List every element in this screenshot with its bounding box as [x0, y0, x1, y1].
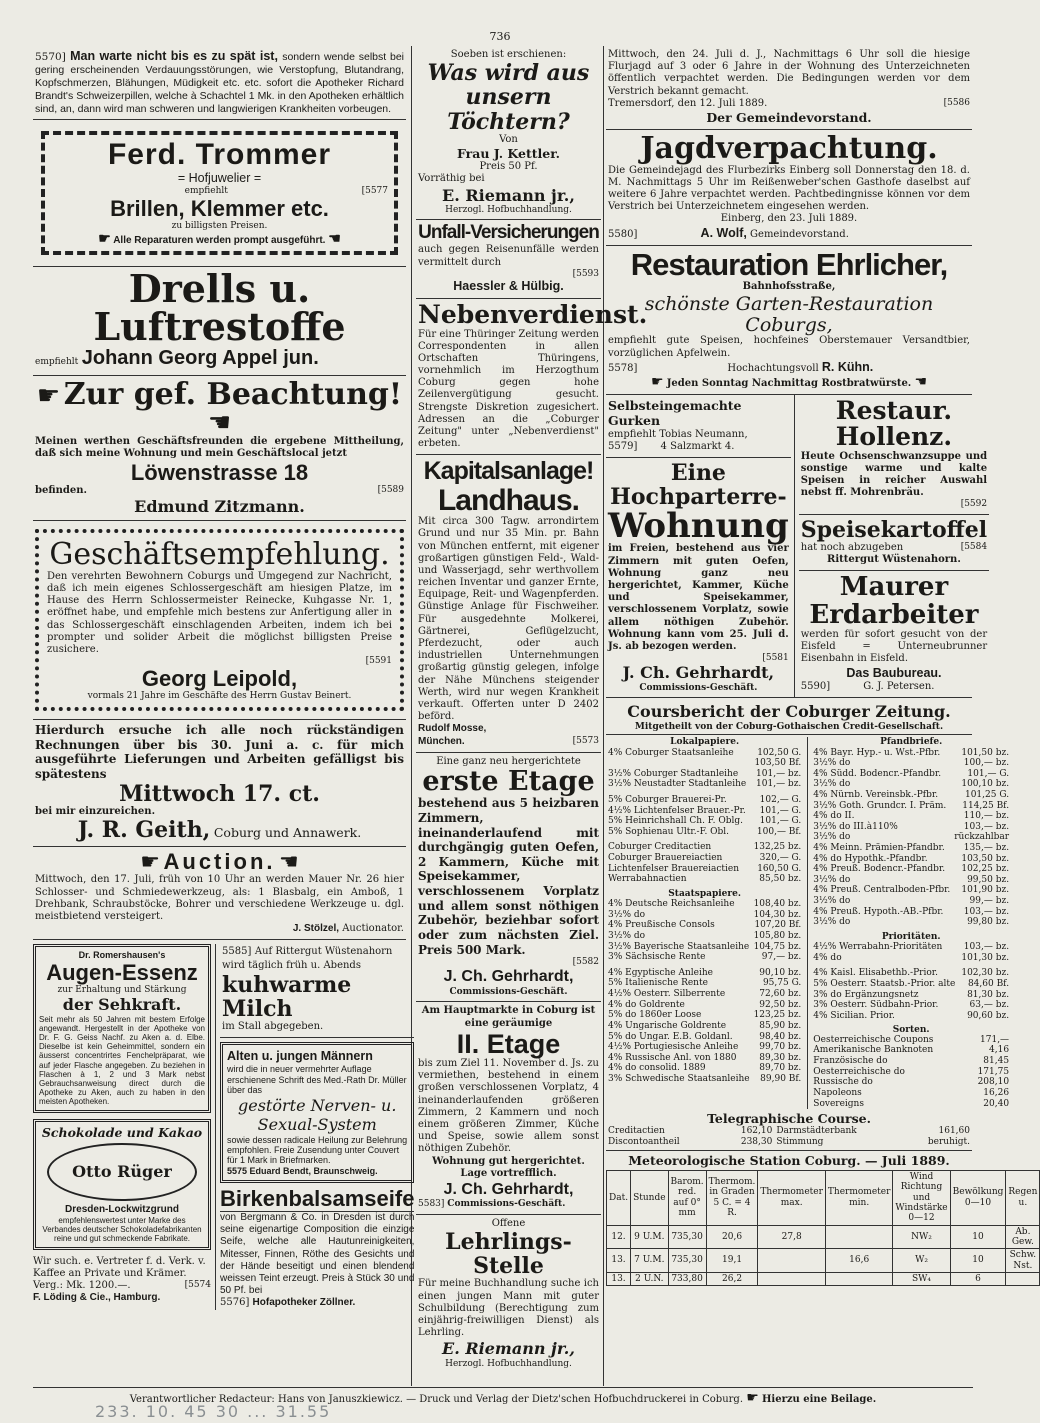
table-row [811, 979, 1011, 990]
table-cell: Schw. Nst. [1006, 1249, 1040, 1273]
ad-brandt-pills: 5570] Man warte nicht bis es zu spät ist, sondern wende selbst bei gering erscheinenden Verdauungsstörungen, wie Verstopfung, Blutandrang, Kopfschmerzen, Blähungen, Müdigkeit etc. etc. sofort die Apotheker Richard Brandt's Schweizerpillen, welche à Schachtel 1 Mk. in den Apotheken erhältlich sind, an, dann wird man schweren und langwierigen Krankheiten vorbeugen. [33, 46, 406, 120]
table-cell: rückzahlbar [954, 832, 1010, 843]
ad-gurken: Selbsteingemachte Gurken empfiehlt Tobias Neumann, 5579] 4 Salzmarkt 4. [606, 395, 791, 458]
table-cell: 81,45 [983, 1056, 1010, 1067]
table-header: Regen u. [1006, 1170, 1040, 1225]
table-row [606, 806, 803, 817]
table-row [606, 816, 803, 827]
ad-bendt: Alten u. jungen Männern wird die in neuer vermehrter Auflage erschienene Schrift des Med.-Rath Dr. Müller über das gestörte Nerven- u. Sexual-System sowie dessen radicale Heilung zur Belehrung empfohlen. Freie Zusendung unter Couvert für 1 Mark in Briefmarken. 5575 Eduard Bendt, Braunschweig. [220, 1042, 414, 1183]
pointing-hand-icon: ☛ [98, 230, 111, 247]
table-cell: 4% do Hypothk.-Pfandbr. [813, 853, 928, 864]
table-cell: 101,90 bz. [961, 885, 1010, 896]
table-cell: 123,25 bz. [753, 1010, 802, 1021]
table-cell: 4% Preuß. Hypoth.-AB.-Pfbr. [813, 906, 944, 917]
table-cell: 4½% Werrabahn-Prioritäten [813, 942, 943, 953]
table-row [606, 978, 803, 989]
table-cell: 171,75 [977, 1066, 1010, 1077]
table-row [606, 1042, 803, 1053]
table-cell: 99,80 bz. [967, 917, 1010, 928]
table-row [606, 853, 803, 864]
table-cell: Französische do [813, 1056, 888, 1067]
table-cell: 2 U.N. [631, 1272, 668, 1285]
table-cell: 102,50 G. [757, 747, 802, 758]
pointing-hand-icon: ☚ [279, 850, 299, 876]
table-cell: 101,— bz. [756, 768, 802, 779]
table-cell: 4% Bayr. Hyp.- u. Wst.-Pfbr. [813, 747, 941, 758]
table-cell: 5% Italienische Rente [608, 978, 708, 989]
table-row [811, 875, 1011, 886]
table-cell: 101,50 bz. [961, 747, 1010, 758]
table-cell: Oesterreichische do [813, 1066, 905, 1077]
table-cell: 19,1 [706, 1249, 758, 1273]
ad-erste-etage: Eine ganz neu hergerichtete erste Etage bestehend aus 5 heizbaren Zimmern, ineinanderlaufend mit durchgängig guten Oefen, 2 Kammern, Küche mit Speisekammer, verschlossenem Vorplatz und allem sonst nöthigen Zubehör, beziehbar sofort oder zum nächsten Ziel. Preis 500 Mark. [5582 J. Ch. Gehrhardt, Commissions-Geschäft. [416, 753, 601, 1003]
table-header: Dat. [607, 1170, 631, 1225]
table-cell: 100,— Bf. [756, 826, 802, 837]
table-cell: 26,2 [706, 1272, 758, 1285]
table-cell: 161,60 [938, 1126, 970, 1137]
table-row [606, 795, 803, 806]
table-cell: 99,— bz. [969, 896, 1010, 907]
table-row [811, 1056, 1011, 1067]
ad-nebenverdienst: Nebenverdienst. Für eine Thüringer Zeitung werden Correspondenten in allen Ortschaften Thüringens, vornehmlich im Herzogthum Coburg gegen hohe Zeilenvergütigung gesucht. Strengste Diskretion zugesichert. Adressen an die „Coburger Zeitung" unter „Nebenverdienst" erbeten. [416, 299, 601, 455]
table-cell: W₂ [893, 1249, 950, 1273]
ad-loeding: Wir such. e. Vertreter f. d. Verk. v. Kaffee an Private und Krämer. Verg.: Mk. 1200.—. [5574 F. Löding & Cie., Hamburg. [33, 1255, 211, 1304]
table-cell: 92,50 bz. [759, 999, 802, 1010]
table-row [811, 854, 1011, 865]
table-row [606, 864, 803, 875]
table-cell: 6 [950, 1272, 1006, 1285]
table-cell: 735,30 [668, 1225, 706, 1249]
table-cell: 3½% Coburger Stadtanleihe [608, 768, 739, 779]
table-cell: 104,30 bz. [753, 909, 802, 920]
pointing-hand-icon: ☚ [207, 408, 232, 439]
table-cell: 4% Coburger Staatsanleihe [608, 747, 734, 758]
table-cell: 5% Oesterr. Staatsb.-Prior. alte [813, 979, 956, 990]
table-row [811, 885, 1011, 896]
table-cell: 3½% Bayerische Staatsanleihe [608, 941, 750, 952]
table-cell: 103,— bz. [963, 942, 1010, 953]
table-row [606, 1074, 803, 1085]
table-cell: 135,— bz. [963, 843, 1010, 854]
table-cell: 95,75 G. [762, 978, 802, 989]
ad-headline: Man warte nicht bis es zu spät ist, [70, 49, 278, 63]
table-telegraphisch [606, 1126, 972, 1147]
table-cell: 108,40 bz. [753, 899, 802, 910]
table-cell: 114,25 Bf. [962, 800, 1010, 811]
table-cell: 110,— bz. [963, 811, 1010, 822]
table-row [811, 990, 1011, 1001]
ad-milch: 5585] Auf Rittergut Wüstenahorn wird täglich früh u. Abends kuhwarme Milch im Stall abgegeben. [220, 944, 414, 1038]
table-row [606, 748, 803, 759]
table-row [606, 1000, 803, 1011]
table-cell [758, 1272, 826, 1285]
table-cell: 4½% Portugiesische Anleihe [608, 1042, 739, 1053]
table-header: Thermometer min. [825, 1170, 893, 1225]
table-cell: 101,— G. [759, 816, 802, 827]
table-cell: 104,75 bz. [753, 941, 802, 952]
table-cell: 101,— bz. [756, 779, 802, 790]
table-cell: 101,25 G. [964, 789, 1010, 800]
table-cell: 89,70 bz. [759, 1063, 802, 1074]
table-cell: 3½% do III.à110% [813, 821, 898, 832]
table-cell: NW₂ [893, 1225, 950, 1249]
table-row [811, 1077, 1011, 1088]
ad-trommer: Ferd. Trommer = Hofjuwelier = empfiehlt [5577 Brillen, Klemmer etc. zu billigsten Preisen. ☛ Alle Reparaturen werden prompt ausgeführt. ☚ [33, 120, 406, 267]
table-cell: 3½% do [813, 832, 851, 843]
table-header: Thermometer max. [758, 1170, 826, 1225]
table-row [811, 832, 1011, 843]
ad-flurjagd: Mittwoch, den 24. Juli d. J., Nachmittags 6 Uhr soll die hiesige Flurjagd auf 3 oder 6 Jahre in der Wohnung des Unterzeichneten öffentlich verpachtet werden. Die Bedingungen werden vor dem Verstrich bekannt gemacht. Tremersdorf, den 12. Juli 1889. [5586 Der Gemeindevorstand. [606, 46, 972, 130]
ad-hollenz: Restaur. Hollenz. Heute Ochsenschwanzsuppe und sonstige warme und kalte Speisen in reicher Auswahl nebst ff. Mohrenbräu. [5592 [799, 395, 989, 515]
table-row [606, 779, 803, 790]
table-cell: 5% do 1860er Loose [608, 1010, 702, 1021]
table-cell: 27,8 [758, 1225, 826, 1249]
ad-kettler: Soeben ist erschienen: Was wird aus unsern Töchtern? Von Frau J. Kettler. Preis 50 Pf. Vorräthig bei E. Riemann jr., Herzogl. Hofbuchhandlung. [416, 46, 601, 220]
table-cell: Creditactien [608, 1126, 665, 1137]
ad-leipold: Geschäftsempfehlung. Den verehrten Bewohnern Coburgs und Umgegend zur Nachricht, daß ich mein eigenes Schlossergeschäft am hiesigen Platze, im Hause des Herrn Schlossermeister Reinecke, Kuhgasse Nr. 1, eröffnet habe, und empfehle mich bestens zur Anfertigung aller in das Schlossergeschäft einschlagenden Arbeiten, indem ich bei prompter und solider Arbeit die möglichst billigsten Preise zusichere. [5591 Georg Leipold, vormals 21 Jahre im Geschäfte des Herrn Gustav Beinert. [33, 521, 406, 720]
kettler-title: Was wird aus unsern Töchtern? [427, 60, 590, 135]
table-cell [825, 1225, 893, 1249]
table-row [811, 917, 1011, 928]
table-row [606, 842, 803, 853]
table-cell: 90,60 bz. [967, 1010, 1010, 1021]
trommer-name: Ferd. Trommer [107, 138, 332, 172]
ad-lehrling: Offene Lehrlings-Stelle Für meine Buchhandlung suche ich einen jungen Mann mit guter Schulbildung (Berechtigung zum einjährig-freiwilligen Dienst) als Lehrling. E. Riemann jr., Herzogl. Hofbuchhandlung. [418, 1217, 599, 1369]
table-row [811, 1000, 1011, 1011]
table-row [606, 910, 803, 921]
column-1 [33, 46, 415, 1391]
table-cell: Coburger Brauereiactien [608, 853, 723, 864]
table-cell [825, 1272, 893, 1285]
zitzmann-address: Löwenstrasse 18 [130, 459, 309, 485]
table-cell: Napoleons [813, 1087, 862, 1098]
table-cell: 132,25 bz. [753, 842, 802, 853]
table-prioritaeten [811, 942, 1011, 1021]
page-number: 736 [489, 30, 511, 43]
table-row [811, 758, 1011, 769]
table-row [606, 920, 803, 931]
table-cell: 4% Südd. Bodencr.-Pfandbr. [813, 768, 942, 779]
table-cell: 4½% Oesterr. Silberrente [608, 989, 726, 1000]
table-cell: SW₄ [893, 1272, 950, 1285]
table-row [811, 864, 1011, 875]
table-cell: 4% do consolid. 1889 [608, 1063, 706, 1074]
table-cell: 101,30 bz. [961, 952, 1010, 963]
table-cell: beruhigt. [927, 1136, 970, 1147]
table-cell: 99,50 bz. [967, 874, 1010, 885]
table-cell: 103,— bz. [963, 906, 1010, 917]
table-cell: 103,— bz. [963, 821, 1010, 832]
table-cell: 102,30 bz. [961, 968, 1010, 979]
pointing-hand-icon: ☛ [36, 380, 61, 411]
table-cell: 4% do [813, 952, 842, 963]
table-cell: 3% Sächsische Rente [608, 952, 706, 963]
table-cell: 20,6 [706, 1225, 758, 1249]
table-row [811, 843, 1011, 854]
table-row [606, 952, 803, 963]
table-row [606, 1063, 803, 1074]
table-cell: 101,— G. [967, 768, 1010, 779]
ad-rueger: Schokolade und Kakao Otto Rüger Dresden-Lockwitzgrund empfehlenswertest unter Marke des Verbandes deutscher Schokoladefabrikanten reine und gut schmeckende Fabrikate. [33, 1119, 211, 1250]
table-row [606, 1010, 803, 1021]
table-cell: 3½% do [813, 758, 851, 769]
table-cell: 3½% do [813, 874, 851, 885]
ad-auction: ☛ Auction. ☚ Mittwoch, den 17. Juli, früh von 10 Uhr an werden Mauer Nr. 26 hier Schlosser- und Schmiedewerkzeug, als: 1 Blasbalg, ein Amboß, 1 Drehbank, Schraubstöcke, Bohrer und verschiedene Werkzeuge u. dgl. meistbietend versteigert. J. Stölzel, Auctionator. [33, 847, 406, 940]
ad-maurer: Maurer Erdarbeiter werden für sofort gesucht von der Eisfeld = Unterneubrunner Eisenbahn in Eisfeld. Das Baubureau. 5590] G. J. Petersen. [800, 572, 988, 692]
table-cell: 4% Kaisl. Elisabethb.-Prior. [813, 968, 938, 979]
pointing-hand-icon: ☛ [140, 850, 160, 876]
table-row [811, 953, 1011, 964]
table-cell: 16,6 [825, 1249, 893, 1273]
table-cell: 4% Russische Anl. von 1880 [608, 1052, 737, 1063]
table-cell: 162,10 [740, 1126, 773, 1137]
table-cell: Amerikanische Banknoten [813, 1045, 934, 1056]
table-cell: 4% do II. [813, 811, 855, 822]
table-row [811, 748, 1011, 759]
table-row [811, 1088, 1011, 1099]
table-cell: 171,— [980, 1034, 1010, 1045]
table-header: Barom. red. auf 0° mm [668, 1170, 706, 1225]
table-row [607, 1249, 1040, 1273]
table-cell: 735,30 [668, 1249, 706, 1273]
table-cell: Werrabahnactien [608, 874, 687, 885]
table-cell: Stimmung [776, 1136, 824, 1147]
table-cell: 98,40 bz. [759, 1031, 802, 1042]
table-cell: 107,20 Bf. [754, 920, 802, 931]
table-row [606, 1137, 972, 1148]
table-row [811, 896, 1011, 907]
table-cell: 89,30 bz. [759, 1052, 802, 1063]
table-cell: 5% Coburger Brauerei-Pr. [608, 794, 727, 805]
table-sorten [811, 1035, 1011, 1109]
table-row [606, 1021, 803, 1032]
table-cell: 3½% Goth. Grundcr. I. Präm. [813, 800, 947, 811]
table-row [606, 1126, 972, 1137]
table-cell: 103,50 Bf. [754, 758, 802, 769]
table-cell: 4% Sicilian. Prior. [813, 1010, 895, 1021]
pointing-hand-icon: ☛ [650, 374, 664, 391]
column-3 [606, 46, 1038, 1391]
table-cell: 9 U.M. [631, 1225, 668, 1249]
table-row [606, 968, 803, 979]
table-cell: 103,50 bz. [961, 853, 1010, 864]
table-cell: 20,40 [983, 1098, 1010, 1109]
column-rule [603, 46, 604, 1386]
table-cell: 733,80 [668, 1272, 706, 1285]
table-row [606, 989, 803, 1000]
table-cell: 3% do Ergänzungsnetz [813, 989, 919, 1000]
table-row [811, 942, 1011, 953]
rueger-logo: Otto Rüger [47, 1143, 197, 1201]
table-row [811, 769, 1011, 780]
table-cell: 13. [607, 1272, 631, 1285]
ad-zitzmann: ☛ Zur gef. Beachtung! ☚ Meinen werthen Geschäftsfreunden die ergebene Mittheilung, daß sich meine Wohnung und mein Geschäftslocal jetzt Löwenstrasse 18 befinden. [5589 Edmund Zitzmann. [33, 376, 406, 522]
table-row [606, 1032, 803, 1043]
appel-name: Johann Georg Appel jun. [81, 347, 319, 370]
table-row [606, 931, 803, 942]
table-header: Wind Richtung und Windstärke 0—12 [893, 1170, 950, 1225]
table-cell: 238,30 [740, 1136, 773, 1147]
table-row [811, 801, 1011, 812]
table-cell: Discontoantheil [608, 1136, 680, 1147]
table-cell: 5% Sophienau Ultr.-F. Obl. [608, 826, 730, 837]
table-row [606, 899, 803, 910]
table-cell: Russische do [813, 1077, 873, 1088]
table-row [811, 790, 1011, 801]
table-cell: 101,— G. [759, 805, 802, 816]
table-row [606, 769, 803, 780]
table-cell: 3½% do [608, 909, 646, 920]
table-cell: 72,60 bz. [759, 989, 802, 1000]
table-cell: Coburger Creditactien [608, 842, 712, 853]
table-cell: Oesterreichische Coupons [813, 1034, 934, 1045]
pencil-annotation: 233. 10. 45 30 ... 31.55 [95, 1402, 332, 1421]
table-row [811, 1045, 1011, 1056]
table-cell: 90,10 bz. [759, 967, 802, 978]
table-row [811, 1099, 1011, 1110]
table-cell: 4% Nürnb. Vereinsbk.-Pfbr. [813, 789, 939, 800]
table-row [811, 1067, 1011, 1078]
table-row [606, 827, 803, 838]
table-cell: Ab. Gew. [1006, 1225, 1040, 1249]
table-cell: 5% Heinrichshall Ch. F. Oblg. [608, 816, 744, 827]
table-cell: 320,— G. [759, 853, 802, 864]
ad-hochparterre: Eine Hochparterre- Wohnung im Freien, bestehend aus vier Zimmern mit guten Oefen, Wohnung ganz neu hergerichtet, Kammer, Küche und Speisekammer, verschlossenem Vorplatz, sowie allem nöthigen Zubehör. Wohnung kann vom 25. Juli d. Js. ab bezogen werden. [5581 J. Ch. Gehrhardt, Commissions-Geschäft. [608, 460, 789, 693]
table-cell: 4% Egyptische Anleihe [608, 967, 713, 978]
table-cell: 13. [607, 1249, 631, 1273]
table-cell: 4% Deutsche Reichsanleihe [608, 899, 735, 910]
table-cell: 3% Oesterr. Südbahn-Prior. [813, 1000, 939, 1011]
table-row [811, 1011, 1011, 1022]
table-row [811, 822, 1011, 833]
pointing-hand-icon: ☛ [746, 1390, 759, 1406]
ad-haessler: Unfall-Versicherungen auch gegen Reisenunfälle werden vermittelt durch [5593 Haessler & Hülbig. [416, 220, 601, 299]
trommer-goods: Brillen, Klemmer etc. [110, 195, 329, 221]
table-cell: 63,— bz. [969, 1000, 1010, 1011]
table-cell: 102,25 bz. [961, 864, 1010, 875]
table-cell: 12. [607, 1225, 631, 1249]
table-meteo [606, 1170, 1040, 1286]
table-cell: 4½% Lichtenfelser Brauer.-Pr. [608, 805, 746, 816]
table-row [606, 942, 803, 953]
table-cell: 4% Preußische Consols [608, 920, 715, 931]
table-cell: 4% do Goldrente [608, 999, 685, 1010]
ad-birkenbalsam: Birkenbalsamseife von Bergmann & Co. in Dresden ist durch seine eigenartige Composition die einzige Seife, welche alle Hautunreinigkeiten, Mitesser, Finnen, Röthe des Gesichts und der Hände beseitigt und einen blendend weissen Teint erzeugt. Preis à Stück 30 und 50 Pf. bei 5576] Hofapotheker Zöllner. [220, 1185, 415, 1309]
table-cell: 100,10 bz. [961, 779, 1010, 790]
table-cell: Sovereigns [813, 1098, 864, 1109]
ad-kapitalsanlage: Kapitalsanlage! Landhaus. Mit circa 300 Tagw. arrondirtem Grund und nur 35 Min. pr. Bahn von München entfernt, mit eigener großartigen günstigen Feld-, Wald- und Wasserjagd, sehr werthvollem reichen Inventar und ganzer Ernte, Equipage, Reit- und Wagenpferden. Günstige Anlage für Fischweiher. Für ausgedehnte Molkerei, Gärtnerei, Geflügelzucht, Pferdezucht, oder auch industriellen Unternehmungen großartig günstig gelegen, infolge der Nähe Münchens steigender Werth, wird nur wegen Krankheit verkauft. Offerten unter D 2402 beförd. Rudolf Mosse, München. [5573 [416, 455, 601, 752]
ad-geith: Hierdurch ersuche ich alle noch rückständigen Rechnungen über bis 30. Juni a. c. für mich ausgeführte Lieferungen und Arbeiten gefälligst bis spätestens Mittwoch 17. ct. bei mir einzureichen. J. R. Geith, Coburg und Annawerk. [33, 720, 406, 847]
table-cell [606, 758, 751, 769]
table-cell: 3½% do [813, 779, 851, 790]
table-cell: 16,26 [983, 1087, 1010, 1098]
table-row [606, 1053, 803, 1064]
appel-headline: Drells u. Luftrestoffe [93, 266, 346, 350]
table-lokalpapiere [606, 748, 803, 885]
table-header: Bewölkung 0—10 [950, 1170, 1006, 1225]
table-row [811, 1035, 1011, 1046]
ad-kartoffel: Speisekartoffel hat noch abzugeben [5584 Rittergut Wüstenahorn. [799, 515, 989, 572]
table-cell: 208,10 [977, 1077, 1010, 1088]
table-cell [1006, 1272, 1040, 1285]
table-cell: 3½% Neustadter Stadtanleihe [608, 779, 747, 790]
table-cell: Darmstädterbank [776, 1126, 857, 1137]
table-staatspapiere [606, 899, 803, 1084]
table-cell: 99,70 bz. [759, 1042, 802, 1053]
table-cell: 5% do Ungar. E.B. Goldanl. [608, 1031, 733, 1042]
ad-appel: Drells u. Luftrestoffe empfiehlt Johann Georg Appel jun. [33, 267, 406, 375]
table-cell: Lichtenfelser Brauereiactien [608, 863, 740, 874]
pointing-hand-icon: ☚ [914, 374, 928, 391]
table-cell: 3½% do [813, 896, 851, 907]
table-cell [758, 1249, 826, 1273]
ad-zweite-etage: Am Hauptmarkte in Coburg ist eine geräumige II. Etage bis zum Ziel 11. November d. Js. zu vermiethen, bestehend in einem großen verschlossenen Vorplatz, 4 ineinanderlaufenden größeren Zimmern, 2 Kammern und noch einem größeren Zimmer, Küche und Speise, sowie allem sonst nöthigen Zubehör. Wohnung gut hergerichtet. Lage vortrefflich. J. Ch. Gehrhardt, 5583] Commissions-Geschäft. [416, 1002, 601, 1214]
table-cell: 4% Preuß. Bodencr.-Pfandbr. [813, 864, 946, 875]
table-cell: 85,50 bz. [759, 874, 802, 885]
table-cell: 3½% do [608, 931, 646, 942]
table-row [606, 758, 803, 769]
table-cell: 4,16 [989, 1045, 1010, 1056]
table-row [811, 779, 1011, 790]
table-row [607, 1225, 1040, 1249]
table-cell: 10 [950, 1225, 1006, 1249]
table-pfandbriefe [811, 748, 1011, 928]
table-cell: 97,— bz. [761, 952, 802, 963]
table-row [607, 1272, 1040, 1285]
table-cell: 100,— bz. [963, 758, 1010, 769]
table-cell: 10 [950, 1249, 1006, 1273]
table-header: Stunde [631, 1170, 668, 1225]
leipold-headline: Geschäftsempfehlung. [49, 537, 390, 573]
course-report: Coursbericht der Coburger Zeitung. Mitgetheilt von der Coburg-Gothaischen Credit-Gesellschaft. Lokalpapiere. 4% Coburger Staatsanleihe 102,50 G. 103,50 Bf. 3½% Coburger Stadtanleihe 101,— bz. 3½% Neustadter Stadtanleihe 101,— bz. 5% Coburger Brauerei-Pr. 102,— G. 4½% Lichtenfelser Brauer.-Pr. 101,— G. 5% Heinrichshall Ch. F. Oblg. 101,— G. 5% Sophienau Ultr.-F. Obl. 100,— Bf. Coburger Creditactien 132,25 bz. Coburger Brauereiactien 320,— G. Lichtenfelser Brauereiactien 160,50 G. Werrabahnactien 85,50 bz. Staatspapiere. 4% Deutsche Reichsanleihe 108,40 bz. 3½% do 104,30 bz. 4% Preußische Consols 107,20 Bf. 3½% do 105,80 bz. 3½% Bayerische Staatsanleihe 104,75 bz. 3% Sächsische Rente 97,— bz. 4% Egyptische Anleihe 90,10 bz. 5% Italienische Rente 95,75 G. 4½% Oesterr. Silberrente 72,60 bz. 4% do Goldrente 92,50 bz. 5% do 1860er Loose 123,25 bz. 4% Ungarische Goldrente 85,90 bz. 5% do Ungar. E.B. Goldanl. 98,40 bz. 4½% Portugiesische Anleihe 99,70 bz. 4% Russische Anl. von 1880 89,30 bz. 4% do consolid. 1889 89,70 bz. 3% Schwedische Staatsanleihe 89,90 Bf. Pfandbriefe. 4% Bayr. Hyp.- u. Wst.-Pfbr. 101,50 bz. 3½% do 100,— bz. 4% Südd. Bodencr.-Pfandbr. 101,— G. 3½% do 100,10 bz. 4% Nürnb. Vereinsbk.-Pfbr. 101,25 G. 3½% Goth. Grundcr. I. Präm. 114,25 Bf. 4% do II. 110,— bz. 3½% do III.à110% 103,— bz. 3½% do rückzahlbar 4% Meinn. Prämien-Pfandbr. 135,— bz. 4% do Hypothk.-Pfandbr. 103,50 bz. 4% Preuß. Bodencr.-Pfandbr. 102,25 bz. 3½% do 99,50 bz. 4% Preuß. Centralboden-Pfbr. 101,90 bz. 3½% do 99,— bz. 4% Preuß. Hypoth.-AB.-Pfbr. 103,— bz. 3½% do 99,80 bz. Prioritäten. 4½% Werrabahn-Prioritäten 103,— bz. 4% do 101,30 bz. 4% Kaisl. Elisabethb.-Prior. 102,30 bz. 5% Oesterr. Staatsb.-Prior. alte 84,60 Bf. 3% do Ergänzungsnetz 81,30 bz. 3% Oesterr. Südbahn-Prior. 63,— bz. 4% Sicilian. Prior. 90,60 bz. Sorten. Oesterreichische Coupons 171,— Amerikanische Banknoten 4,16 Französische do 81,45 Oesterreichische do 171,75 Russische do 208,10 Napoleons 16,26 Sovereigns 20,40 Telegraphische Course. Creditactien 162,10 Darmstädterbank 161,60 Discontoantheil 238,30 Stimmung beruhigt. Meteorologische Station Coburg. — Juli 1889. Dat. Stunde Barom. red. auf 0° mm Thermom. in Graden 5 C. = 4 R. Thermometer max. Thermometer min. Wind Richtung und Windstärke 0—12 Bewölkung 0—10 Regen u. 12. 9 U.M. 735,30 20,6 27,8 NW₂ 10 Ab. Gew. 13. 7 U.M. 735,30 19,1 16,6 W₂ 10 Schw. Nst. 13. 2 U.N. 733,80 26,2 SW₄ 6 [606, 698, 972, 1286]
table-cell: 105,80 bz. [753, 931, 802, 942]
ad-ehrlicher: Restauration Ehrlicher, Bahnhofsstraße, schönste Garten-Restauration Coburgs, empfiehlt gute Speisen, hochfeines Oberstemauer Versandtbier, vorzüglichen Apfelwein. 5578] Hochachtungsvoll R. Kühn. ☛ Jeden Sonntag Nachmittag Rostbratwürste. ☚ [606, 246, 972, 395]
table-cell: 89,90 Bf. [760, 1073, 802, 1084]
pointing-hand-icon: ☚ [328, 230, 341, 247]
table-cell: 3% Schwedische Staatsanleihe [608, 1073, 750, 1084]
table-cell: 4% Meinn. Prämien-Pfandbr. [813, 843, 945, 854]
table-cell: 3½% do [813, 917, 851, 928]
table-cell: 7 U.M. [631, 1249, 668, 1273]
table-row [811, 907, 1011, 918]
table-cell: 85,90 bz. [759, 1020, 802, 1031]
table-cell: 4% Preuß. Centralboden-Pfbr. [813, 885, 951, 896]
imprint-footer: Verantwortlicher Redacteur: Hans von Januszkiewicz. — Druck und Verlag der Dietz'schen Hofbuchdruckerei in Coburg. ☛ Hierzu eine Beilage. [33, 1387, 973, 1406]
table-row [811, 811, 1011, 822]
table-cell: 84,60 Bf. [967, 979, 1010, 990]
table-cell: 102,— G. [759, 794, 802, 805]
table-cell: 4% Ungarische Goldrente [608, 1020, 727, 1031]
table-row [811, 968, 1011, 979]
ad-romershausen: Dr. Romershausen's Augen-Essenz zur Erhaltung und Stärkung der Sehkraft. Seit mehr als 50 Jahren mit bestem Erfolge angewandt. Hergestellt in der Apotheke von Dr. F. G. Geiss Nachf. zu Aken a. d. Elbe. Dieselbe ist kein Geheimmittel, sondern ein äusserst concentrirtes Fenchelpräparat, wie auf jeder Flasche angegeben. Zu beziehen in Flaschen à 1, 2 und 3 Mark nebst Gebrauchsanweisung direct durch die Apotheke zu Aken, auch zu haben in den meisten Apotheken. [33, 944, 211, 1112]
table-row [606, 874, 803, 885]
table-cell: 160,50 G. [757, 863, 802, 874]
table-header: Thermom. in Graden 5 C. = 4 R. [706, 1170, 758, 1225]
ad-jagdverpachtung: Jagdverpachtung. Die Gemeindejagd des Flurbezirks Einberg soll Donnerstag den 18. d. M. Nachmittags 5 Uhr im Reißenweber'schen Gasthofe daselbst auf weitere 6 Jahre verpachtet werden. Pachtbedingnisse können vor dem Verstrich bei Unterzeichnetem eingesehen werden. Einberg, den 23. Juli 1889. 5580] A. Wolf, Gemeindevorstand. [606, 130, 972, 246]
table-cell: 81,30 bz. [967, 989, 1010, 1000]
